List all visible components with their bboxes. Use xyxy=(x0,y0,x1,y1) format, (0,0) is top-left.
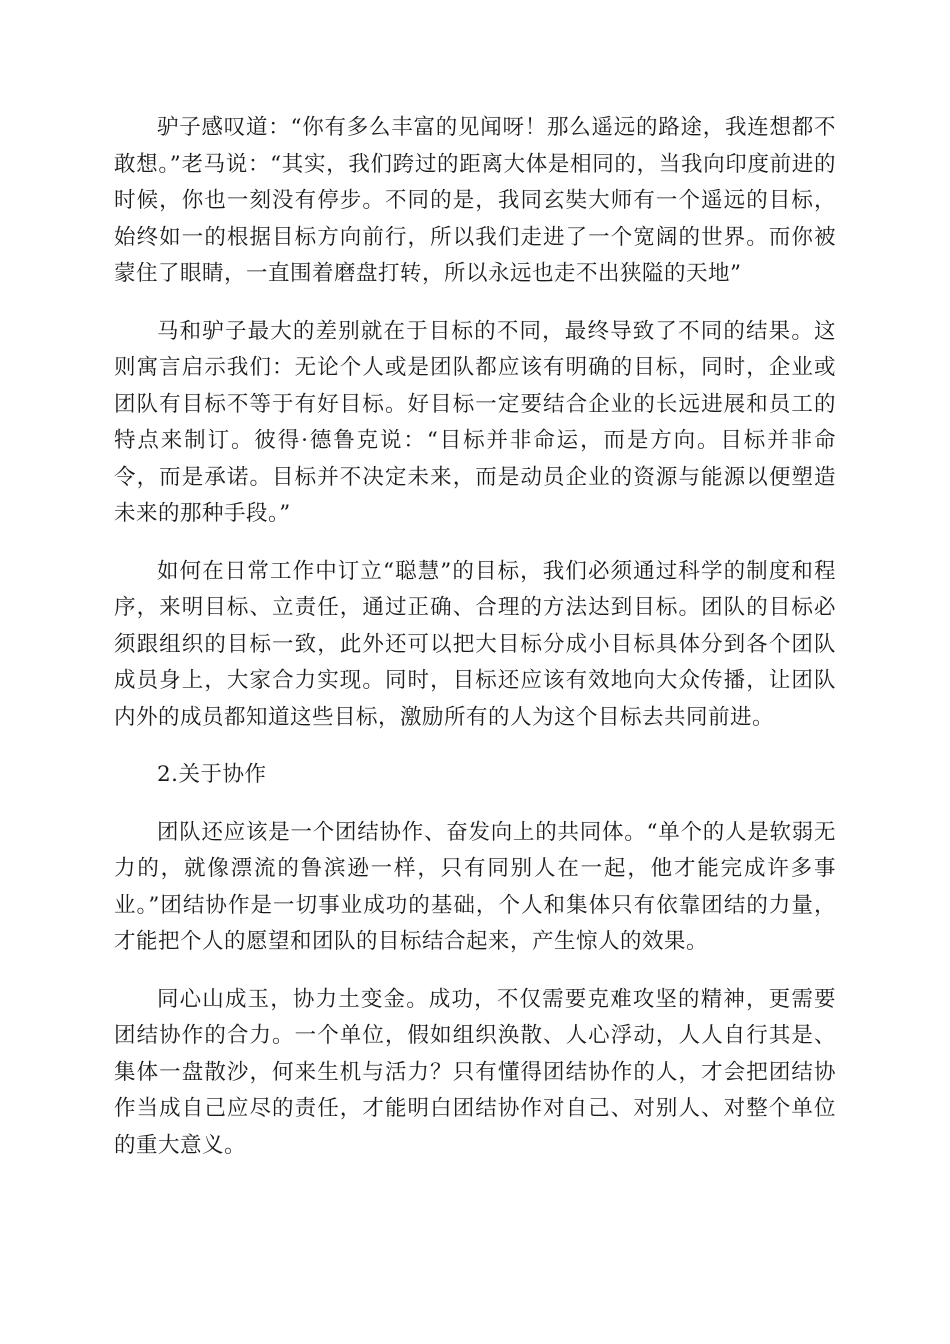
paragraph-donkey-horse-dialogue: 驴子感叹道：“你有多么丰富的见闻呀！那么遥远的路途，我连想都不敢想。”老马说：“其实，我们跨过的距离大体是相同的，当我向印度前进的时候，你也一刻没有停步。不同的是，我同玄奘大师有一个遥远的目标，始终如一的根据目标方向前行，所以我们走进了一个宽阔的世界。而你被蒙住了眼睛，一直围着磨盘打转，所以永远也走不出狭隘的天地” xyxy=(114,115,836,286)
document-body xyxy=(114,110,836,1164)
paragraph-goal-difference: 马和驴子最大的差别就在于目标的不同，最终导致了不同的结果。这则寓言启示我们：无论个人或是团队都应该有明确的目标，同时，企业或团队有目标不等于有好目标。好目标一定要结合企业的长远进展和员工的特点来制订。彼得·德鲁克说：“目标并非命运，而是方向。目标并非命令，而是承诺。目标并不决定未来，而是动员企业的资源与能源以便塑造未来的那种手段。” xyxy=(114,318,836,526)
paragraph-cooperation-strength: 同心山成玉，协力土变金。成功，不仅需要克难攻坚的精神，更需要团结协作的合力。一个单位，假如组织涣散、人心浮动，人人自行其是、集体一盘散沙，何来生机与活力？只有懂得团结协作的人，才会把团结协作当成自己应尽的责任，才能明白团结协作对自己、对别人、对整个单位的重大意义。 xyxy=(114,986,836,1158)
section-heading-cooperation: 2.关于协作 xyxy=(157,762,267,787)
paragraph-team-unity: 团队还应该是一个团结协作、奋发向上的共同体。“单个的人是软弱无力的，就像漂流的鲁滨逊一样，只有同别人在一起，他才能完成许多事业。”团结协作是一切事业成功的基础，个人和集体只有依靠团结的力量，才能把个人的愿望和团队的目标结合起来，产生惊人的效果。 xyxy=(114,819,836,954)
paragraph-smart-goals: 如何在日常工作中订立“聪慧”的目标，我们必须通过科学的制度和程序，来明目标、立责任，通过正确、合理的方法达到目标。团队的目标必须跟组织的目标一致，此外还可以把大目标分成小目标具体分到各个团队成员身上，大家合力实现。同时，目标还应该有效地向大众传播，让团队内外的成员都知道这些目标，激励所有的人为这个目标去共同前进。 xyxy=(114,558,836,730)
